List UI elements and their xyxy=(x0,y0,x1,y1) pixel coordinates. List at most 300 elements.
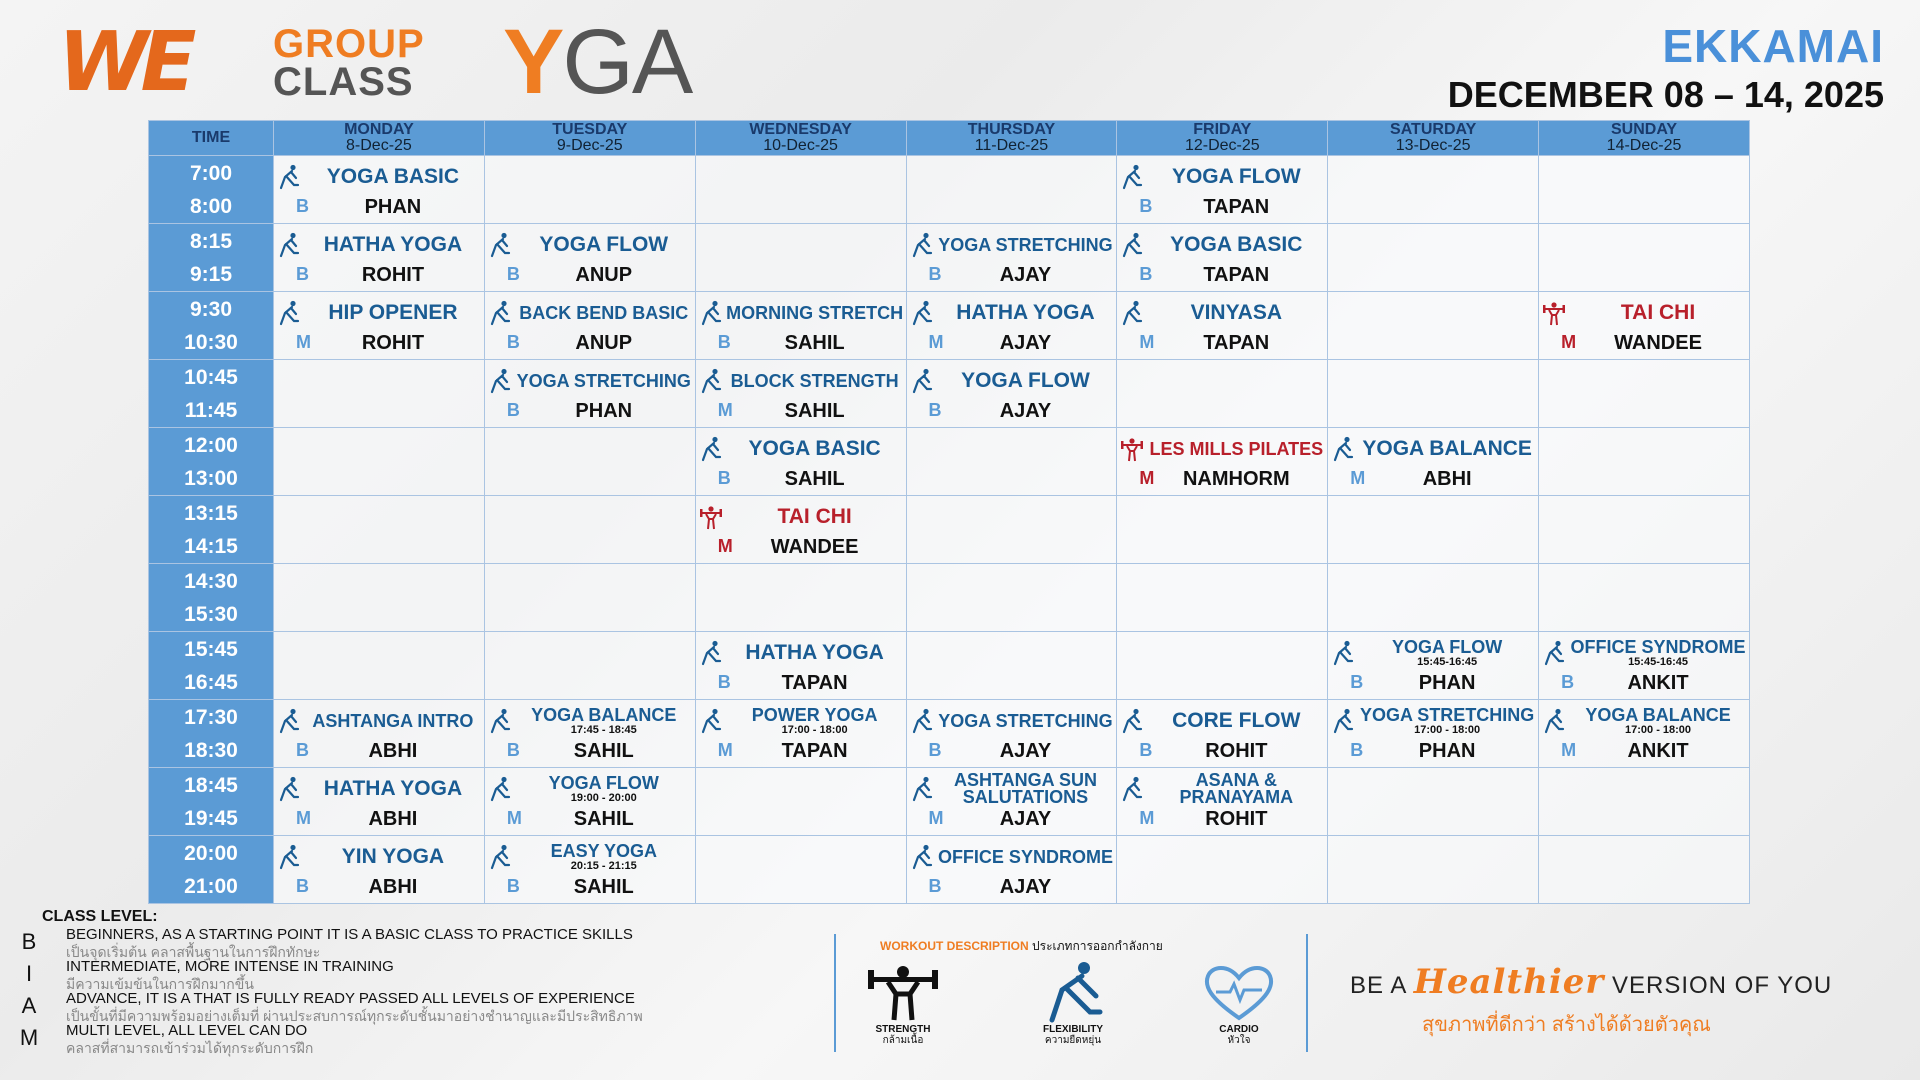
class-entry[interactable] xyxy=(1328,632,1538,699)
flexibility-icon xyxy=(278,232,300,258)
end-time: 13:00 xyxy=(184,466,238,490)
schedule-cell xyxy=(484,632,695,700)
time-header: TIME xyxy=(149,121,274,156)
class-level: B xyxy=(1350,740,1364,760)
class-entry[interactable] xyxy=(907,768,1117,835)
class-name xyxy=(726,702,904,740)
schedule-cell xyxy=(1539,292,1750,360)
class-entry[interactable] xyxy=(274,836,484,903)
class-entry[interactable] xyxy=(1117,292,1327,359)
class-level: B xyxy=(928,740,942,760)
start-time: 15:45 xyxy=(184,637,238,661)
class-entry[interactable] xyxy=(274,224,484,291)
instructor-name: ROHIT xyxy=(1205,808,1268,830)
class-level-legend xyxy=(18,908,798,1054)
end-time: 16:45 xyxy=(184,670,238,694)
instructor-name: SAHIL xyxy=(573,740,634,762)
class-entry[interactable] xyxy=(1539,700,1749,767)
class-level: B xyxy=(1139,740,1153,760)
class-title: ASHTANGA SUN SALUTATIONS xyxy=(953,770,1097,807)
schedule-cell xyxy=(1328,224,1539,292)
instructor-name: AJAY xyxy=(999,740,1052,762)
class-name xyxy=(1569,702,1747,740)
class-name xyxy=(515,226,693,264)
instructor-name: ABHI xyxy=(368,740,418,762)
level-description-thai: เป็นจุดเริ่มต้น คลาสพื้นฐานในการฝึกทักษะ xyxy=(66,944,321,960)
class-title: YOGA FLOW xyxy=(1391,636,1503,657)
class-title: BLOCK STRENGTH xyxy=(730,370,899,391)
class-level: B xyxy=(506,740,520,760)
class-title: YOGA STRETCHING xyxy=(1359,704,1535,725)
class-entry[interactable] xyxy=(696,292,906,359)
instructor-name: TAPAN xyxy=(781,672,848,694)
class-name xyxy=(726,294,904,332)
class-entry[interactable] xyxy=(1117,768,1327,835)
schedule-row xyxy=(149,156,1750,224)
class-name xyxy=(726,430,904,468)
schedule-cell xyxy=(484,224,695,292)
class-name xyxy=(1569,634,1747,672)
schedule-cell xyxy=(906,496,1117,564)
end-time: 10:30 xyxy=(184,330,238,354)
class-entry[interactable] xyxy=(907,360,1117,427)
schedule-cell xyxy=(1328,564,1539,632)
schedule-cell xyxy=(1539,156,1750,224)
class-name xyxy=(937,226,1115,264)
instructor-name: AJAY xyxy=(999,808,1052,830)
class-entry[interactable] xyxy=(1117,428,1327,495)
day-date: 12-Dec-25 xyxy=(1184,137,1260,154)
schedule-cell xyxy=(1539,360,1750,428)
class-level: B xyxy=(717,672,731,692)
class-time: 17:45 - 18:45 xyxy=(570,723,637,736)
class-entry[interactable] xyxy=(274,292,484,359)
day-name: TUESDAY xyxy=(552,121,628,138)
class-title: OFFICE SYNDROME xyxy=(1570,636,1746,657)
day-header-monday xyxy=(274,121,485,156)
time-slot xyxy=(149,836,274,904)
schedule-cell xyxy=(1328,360,1539,428)
instructor-name: PHAN xyxy=(575,400,633,422)
class-title: YOGA STRETCHING xyxy=(938,710,1113,731)
schedule-table xyxy=(148,120,1750,904)
class-name xyxy=(304,838,482,876)
class-title: YOGA FLOW xyxy=(1171,165,1301,188)
class-level: B xyxy=(296,740,309,760)
class-title: HATHA YOGA xyxy=(323,233,463,256)
class-name xyxy=(304,226,482,264)
class-level: M xyxy=(1139,332,1155,352)
day-header-thursday xyxy=(906,121,1117,156)
slogan-thai: สุขภาพที่ดีกว่า สร้างได้ด้วยตัวคุณ xyxy=(1422,1014,1711,1036)
flexibility-icon xyxy=(911,368,933,394)
class-entry[interactable] xyxy=(1117,224,1327,291)
schedule-cell xyxy=(484,700,695,768)
schedule-cell xyxy=(1539,428,1750,496)
class-level: M xyxy=(1561,740,1577,760)
schedule-row xyxy=(149,700,1750,768)
class-entry[interactable] xyxy=(907,292,1117,359)
day-name: SATURDAY xyxy=(1390,121,1477,138)
instructor-name: TAPAN xyxy=(1203,264,1270,286)
instructor-name: AJAY xyxy=(999,400,1052,422)
instructor-name: ANKIT xyxy=(1627,672,1689,694)
flexibility-icon xyxy=(700,708,722,734)
class-name xyxy=(515,362,693,400)
flexibility-icon xyxy=(489,232,511,258)
schedule-cell xyxy=(695,836,906,904)
schedule-cell xyxy=(695,428,906,496)
class-entry[interactable] xyxy=(696,428,906,495)
class-level: B xyxy=(1561,672,1575,692)
day-name: THURSDAY xyxy=(967,121,1056,138)
class-name xyxy=(304,158,482,196)
schedule-cell xyxy=(1117,700,1328,768)
flexibility-icon xyxy=(1543,708,1565,734)
class-name xyxy=(304,770,482,808)
workout-strength: STRENGTH กล้ามเนื้อ xyxy=(858,960,948,1046)
class-time: 15:45-16:45 xyxy=(1417,655,1478,668)
start-time: 20:00 xyxy=(184,841,238,865)
day-date: 13-Dec-25 xyxy=(1395,137,1471,154)
instructor-name: SAHIL xyxy=(573,808,634,830)
schedule-cell xyxy=(695,632,906,700)
class-level: B xyxy=(296,876,309,896)
schedule-cell xyxy=(1328,632,1539,700)
flexibility-icon xyxy=(278,776,300,802)
flexibility-icon xyxy=(489,368,511,394)
class-title: BACK BEND BASIC xyxy=(519,302,689,323)
schedule-cell xyxy=(695,156,906,224)
workout-flexibility: FLEXIBILITY ความยืดหยุ่น xyxy=(1028,960,1118,1046)
class-title: YOGA BASIC xyxy=(326,165,460,188)
level-m xyxy=(18,1022,798,1054)
schedule-cell xyxy=(274,564,485,632)
day-date: 11-Dec-25 xyxy=(974,137,1049,154)
brand-logo xyxy=(58,11,818,113)
level-key: M xyxy=(19,1025,39,1050)
class-entry[interactable] xyxy=(274,156,484,223)
schedule-cell xyxy=(1117,360,1328,428)
schedule-cell xyxy=(906,360,1117,428)
class-time: 20:15 - 21:15 xyxy=(570,859,637,872)
class-name xyxy=(1147,158,1325,196)
flexibility-icon xyxy=(489,708,511,734)
class-level: M xyxy=(717,740,733,760)
class-name xyxy=(937,838,1115,876)
class-level: M xyxy=(296,332,311,352)
class-level: M xyxy=(717,400,733,420)
branch-name: EKKAMAI xyxy=(1662,20,1884,72)
flexibility-icon xyxy=(1332,436,1354,462)
schedule-cell xyxy=(1539,836,1750,904)
class-time: 17:00 - 18:00 xyxy=(1414,723,1481,736)
schedule-cell xyxy=(1328,428,1539,496)
schedule-cell xyxy=(906,836,1117,904)
cardio-icon xyxy=(1200,960,1278,1024)
class-level: M xyxy=(928,808,944,828)
schedule-cell xyxy=(484,564,695,632)
instructor-name: ANUP xyxy=(575,332,633,354)
class-name xyxy=(515,838,693,876)
class-entry[interactable] xyxy=(485,360,695,427)
schedule-cell xyxy=(1117,428,1328,496)
time-slot xyxy=(149,700,274,768)
day-date: 8-Dec-25 xyxy=(346,137,412,154)
schedule-row xyxy=(149,496,1750,564)
logo-class: CLASS xyxy=(273,60,414,104)
day-date: 9-Dec-25 xyxy=(556,137,623,154)
class-title: HATHA YOGA xyxy=(956,301,1095,324)
level-description: BEGINNERS, AS A STARTING POINT IT IS A BASIC CLASS TO PRACTICE SKILLS xyxy=(66,926,633,943)
instructor-name: TAPAN xyxy=(781,740,848,762)
class-entry[interactable] xyxy=(485,836,695,903)
class-name xyxy=(1147,294,1325,332)
class-entry[interactable] xyxy=(485,292,695,359)
flexibility-icon xyxy=(1034,960,1112,1024)
time-slot xyxy=(149,156,274,224)
instructor-name: SAHIL xyxy=(784,400,845,422)
class-name xyxy=(1358,702,1536,740)
instructor-name: ROHIT xyxy=(361,264,425,286)
schedule-cell xyxy=(906,224,1117,292)
class-entry[interactable] xyxy=(907,836,1117,903)
class-level: M xyxy=(928,332,944,352)
schedule-cell xyxy=(484,360,695,428)
class-entry[interactable] xyxy=(696,700,906,767)
schedule-cell xyxy=(1539,700,1750,768)
schedule-row xyxy=(149,224,1750,292)
class-name xyxy=(937,770,1115,808)
schedule-cell xyxy=(1117,224,1328,292)
class-level: B xyxy=(928,876,942,896)
level-description-thai: คลาสที่สามารถเข้าร่วมได้ทุกระดับการฝึก xyxy=(66,1040,314,1056)
schedule-cell xyxy=(1117,564,1328,632)
workout-description xyxy=(834,934,1308,1052)
flexibility-icon xyxy=(1543,640,1565,666)
class-level: M xyxy=(717,536,733,556)
start-time: 7:00 xyxy=(189,161,233,185)
schedule-cell xyxy=(906,768,1117,836)
class-entry[interactable] xyxy=(485,700,695,767)
level-description: MULTI LEVEL, ALL LEVEL CAN DO xyxy=(66,1022,308,1039)
level-key: I xyxy=(25,961,33,986)
start-time: 12:00 xyxy=(184,433,238,457)
flexibility-icon xyxy=(278,844,300,870)
level-key: A xyxy=(21,993,37,1018)
class-name xyxy=(304,702,482,740)
instructor-name: TAPAN xyxy=(1203,332,1270,354)
schedule-cell xyxy=(274,836,485,904)
schedule-cell xyxy=(274,360,485,428)
day-name: SUNDAY xyxy=(1610,121,1678,138)
class-level: B xyxy=(717,468,731,488)
schedule-cell xyxy=(1328,768,1539,836)
class-entry[interactable] xyxy=(1117,700,1327,767)
class-title: ASANA & PRANAYAMA xyxy=(1179,770,1294,807)
end-time: 14:15 xyxy=(184,534,238,558)
class-title: OFFICE SYNDROME xyxy=(937,846,1113,867)
class-entry[interactable] xyxy=(1328,428,1538,495)
schedule-cell xyxy=(274,496,485,564)
class-name xyxy=(1147,770,1325,808)
class-entry[interactable] xyxy=(696,496,906,563)
flexibility-icon xyxy=(911,844,933,870)
class-entry[interactable] xyxy=(274,768,484,835)
instructor-name: SAHIL xyxy=(784,468,845,490)
instructor-name: AJAY xyxy=(999,332,1052,354)
instructor-name: AJAY xyxy=(999,876,1052,898)
class-level: B xyxy=(1139,264,1153,284)
class-name xyxy=(1569,294,1747,332)
class-time: 17:00 - 18:00 xyxy=(781,723,848,736)
slogan xyxy=(1350,962,1890,1040)
strength-icon xyxy=(1543,300,1565,326)
class-title: YOGA STRETCHING xyxy=(938,234,1113,255)
schedule-cell xyxy=(1117,836,1328,904)
schedule-cell xyxy=(695,224,906,292)
schedule-dates: DECEMBER 08 – 14, 2025 xyxy=(1447,74,1884,115)
class-title: YOGA FLOW xyxy=(961,369,1090,392)
schedule-cell xyxy=(1539,564,1750,632)
instructor-name: ANUP xyxy=(575,264,633,286)
day-header-wednesday xyxy=(695,121,906,156)
class-entry[interactable] xyxy=(907,224,1117,291)
schedule-cell xyxy=(1117,496,1328,564)
level-description: ADVANCE, IT IS A THAT IS FULLY READY PASSED ALL LEVELS OF EXPERIENCE xyxy=(66,990,635,1007)
instructor-name: SAHIL xyxy=(784,332,845,354)
end-time: 11:45 xyxy=(184,398,238,422)
class-entry[interactable] xyxy=(1539,632,1749,699)
schedule-cell xyxy=(695,360,906,428)
schedule-row xyxy=(149,292,1750,360)
day-date: 10-Dec-25 xyxy=(763,137,838,154)
class-name xyxy=(937,362,1115,400)
end-time: 18:30 xyxy=(184,738,238,762)
schedule-cell xyxy=(1117,768,1328,836)
time-slot xyxy=(149,428,274,496)
flexibility-icon xyxy=(700,368,722,394)
class-entry[interactable] xyxy=(696,360,906,427)
class-title: CORE FLOW xyxy=(1172,709,1301,732)
instructor-name: PHAN xyxy=(1418,672,1476,694)
start-time: 13:15 xyxy=(184,501,238,525)
end-time: 9:15 xyxy=(189,262,233,286)
instructor-name: PHAN xyxy=(1418,740,1476,762)
flexibility-icon xyxy=(1332,640,1354,666)
class-title: YOGA BALANCE xyxy=(531,704,677,725)
schedule-cell xyxy=(1328,156,1539,224)
schedule-cell xyxy=(1539,224,1750,292)
class-entry[interactable] xyxy=(1328,700,1538,767)
class-level: B xyxy=(506,332,520,352)
class-title: YOGA STRETCHING xyxy=(516,370,691,391)
schedule-cell xyxy=(695,700,906,768)
class-name xyxy=(1358,430,1536,468)
instructor-name: ABHI xyxy=(368,876,418,898)
day-name: WEDNESDAY xyxy=(749,121,852,138)
schedule-row xyxy=(149,360,1750,428)
class-title: YOGA BASIC xyxy=(748,437,881,460)
class-title: LES MILLS PILATES xyxy=(1149,438,1324,459)
flexibility-icon xyxy=(1121,164,1143,190)
instructor-name: ANKIT xyxy=(1627,740,1689,762)
schedule-cell xyxy=(906,632,1117,700)
schedule-cell xyxy=(695,496,906,564)
day-name: FRIDAY xyxy=(1193,121,1252,138)
class-entry[interactable] xyxy=(485,768,695,835)
schedule-row xyxy=(149,768,1750,836)
schedule-cell xyxy=(1539,496,1750,564)
flexibility-icon xyxy=(1332,708,1354,734)
slogan-english: BE A Healthier VERSION OF YOU xyxy=(1350,962,1833,1002)
end-time: 8:00 xyxy=(189,194,233,218)
schedule-cell xyxy=(274,632,485,700)
schedule-cell xyxy=(484,292,695,360)
start-time: 17:30 xyxy=(184,705,238,729)
class-title: YOGA BASIC xyxy=(1170,233,1303,256)
level-a xyxy=(18,990,798,1022)
class-entry[interactable] xyxy=(1117,156,1327,223)
class-entry[interactable] xyxy=(1539,292,1749,359)
schedule-cell xyxy=(1539,632,1750,700)
class-name xyxy=(726,634,904,672)
class-title: YOGA BALANCE xyxy=(1585,704,1731,725)
class-title: HATHA YOGA xyxy=(323,777,463,800)
instructor-name: SAHIL xyxy=(573,876,634,898)
class-level: M xyxy=(1139,468,1155,488)
class-level: B xyxy=(506,400,520,420)
class-level: B xyxy=(717,332,731,352)
instructor-name: PHAN xyxy=(364,196,422,218)
strength-icon xyxy=(1121,436,1143,462)
time-slot xyxy=(149,292,274,360)
time-slot xyxy=(149,496,274,564)
class-title: MORNING STRETCH xyxy=(726,302,904,323)
schedule-cell xyxy=(695,768,906,836)
flexibility-icon xyxy=(700,300,722,326)
class-entry[interactable] xyxy=(907,700,1117,767)
strength-icon xyxy=(864,960,942,1024)
class-name xyxy=(937,294,1115,332)
time-slot xyxy=(149,224,274,292)
workout-title: WORKOUT DESCRIPTION ประเภทการออกกำลังกาย xyxy=(880,939,1163,953)
class-entry[interactable] xyxy=(696,632,906,699)
schedule-cell xyxy=(695,292,906,360)
flexibility-icon xyxy=(1121,300,1143,326)
class-level: M xyxy=(296,808,311,828)
flexibility-icon xyxy=(489,844,511,870)
class-name xyxy=(726,498,904,536)
flexibility-icon xyxy=(911,776,933,802)
branch-header xyxy=(1284,22,1884,116)
class-level: M xyxy=(1350,468,1366,488)
schedule-cell xyxy=(906,428,1117,496)
instructor-name: NAMHORM xyxy=(1182,468,1290,490)
schedule-cell xyxy=(1328,292,1539,360)
class-entry[interactable] xyxy=(274,700,484,767)
class-entry[interactable] xyxy=(485,224,695,291)
class-level: B xyxy=(1139,196,1153,216)
class-name xyxy=(515,702,693,740)
class-level: B xyxy=(296,196,309,216)
schedule-cell xyxy=(274,224,485,292)
class-time: 15:45-16:45 xyxy=(1628,655,1688,668)
logo-yoga: YGA xyxy=(503,11,692,113)
day-header-tuesday xyxy=(484,121,695,156)
level-key: B xyxy=(21,929,37,954)
class-name xyxy=(515,770,693,808)
